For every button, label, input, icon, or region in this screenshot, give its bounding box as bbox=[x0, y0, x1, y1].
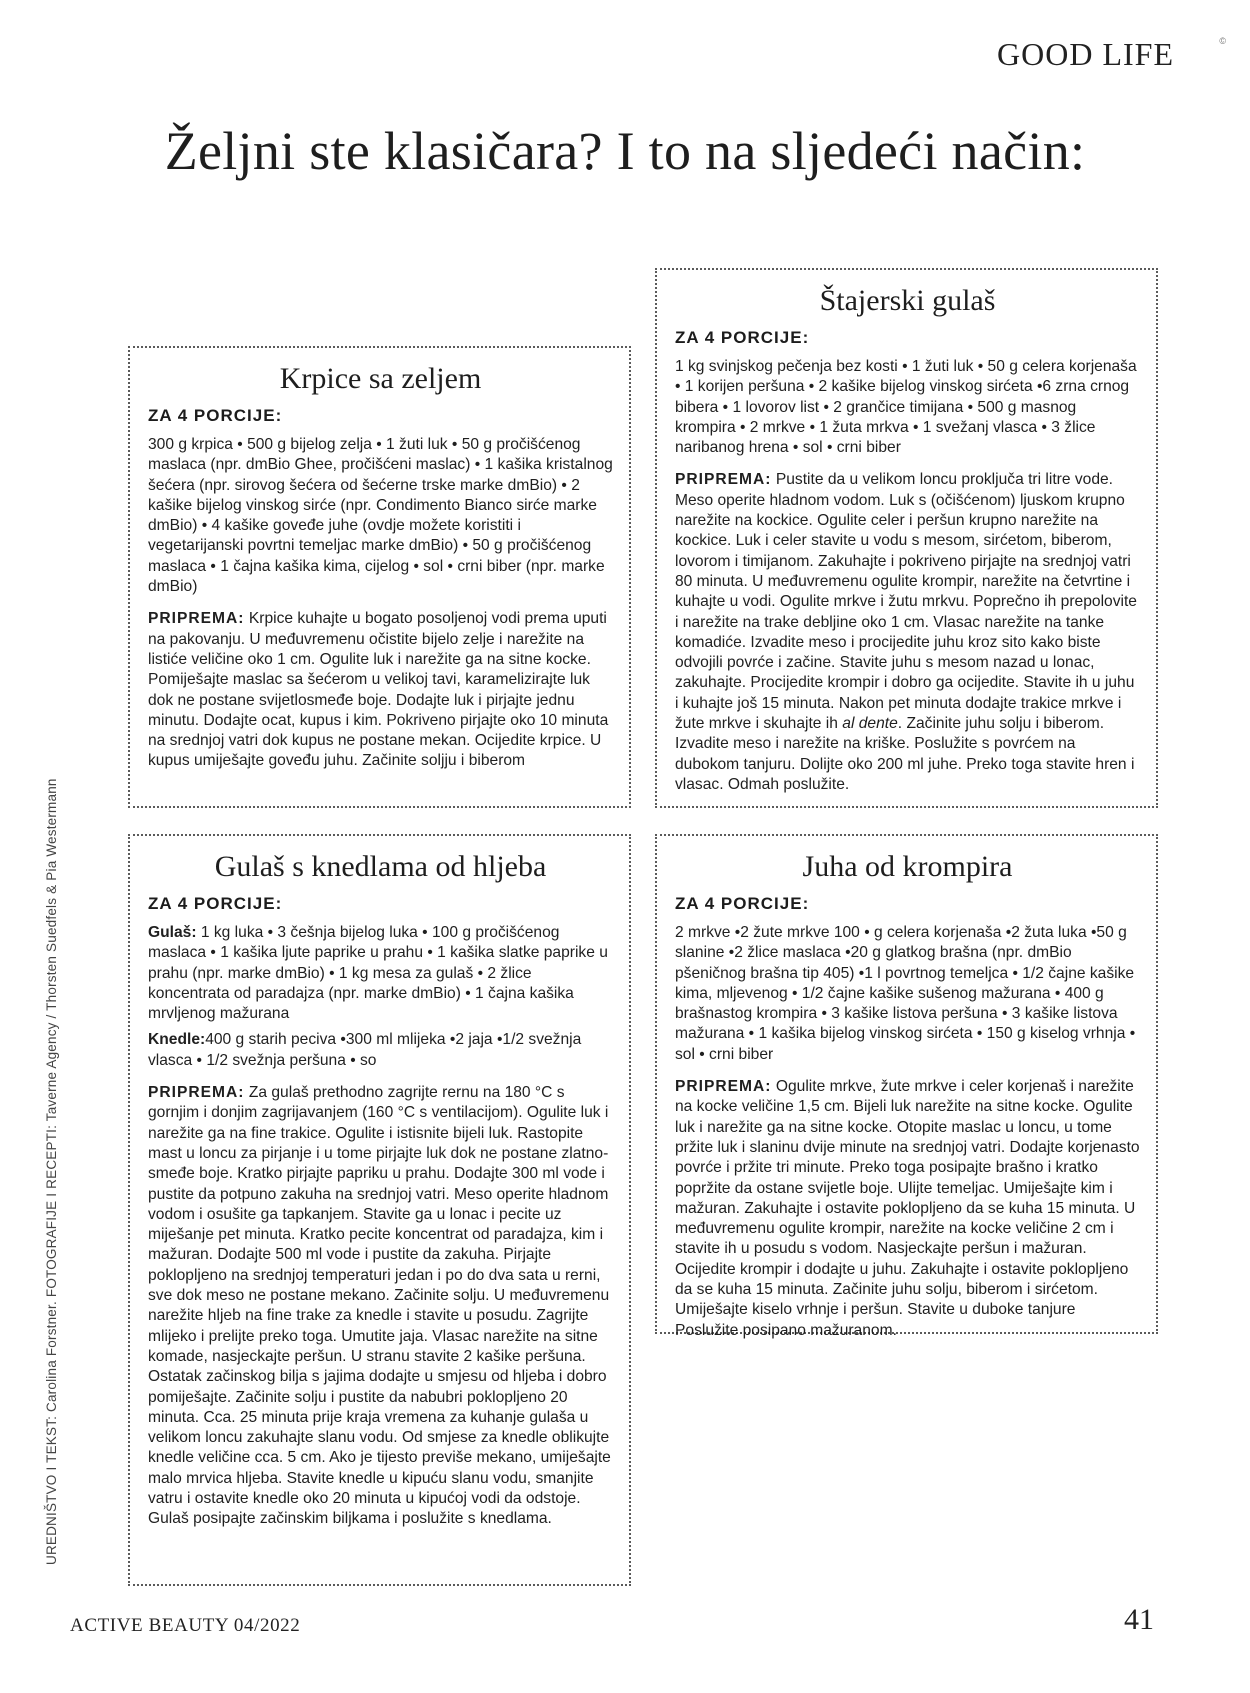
servings-label: ZA 4 PORCIJE: bbox=[148, 406, 283, 425]
recipe-juha-krompir bbox=[655, 834, 1158, 1339]
page-number: 41 bbox=[1124, 1603, 1154, 1636]
prep-label: PRIPREMA: bbox=[148, 610, 245, 628]
servings-label: ZA 4 PORCIJE: bbox=[675, 328, 810, 347]
prep-body: Za gulaš prethodno zagrijte rernu na 180 °C s gornjim i donjim zagrijavanjem (160 °C s ventilacijom). Ogulite luk i narežite ga na fine trakice. Ogulite i istisnite bijeli luk. Rastopite mast u loncu za pirjanje i u tome pirjajte luk dok ne postane zlatno-smeđe boje. Kratko pirjajte papriku u prahu. Dodajte 300 ml vode i pustite da potpuno zakuha na srednjoj vatri. Meso operite hladnom vodom i osušite ga tapkanjem. Stavite ga u lonac i pecite uz miješanje pet minuta. Kratko pecite koncentrat od paradajza, kim i mažuran. Dodajte 500 ml vode i pustite da zakuha. Pirjajte poklopljeno na srednjoj temperaturi jedan i po do dva sata u rerni, sve dok meso ne postane mekano. Začinite solju. U međuvremenu narežite hljeb na fine trake za knedle i stavite u posudu. Zagrijte mlijeko i prelijte preko toga. Umutite jaja. Vlasac narežite na sitne komade, nasjeckajte peršun. U stranu stavite 2 kašike peršuna. Ostatak začinskog bilja s jajima dodajte u smjesu od hljeba i dobro pomiješajte. Začinite solju i pustite da nabubri poklopljeno 20 minuta. Cca. 25 minuta prije kraja vremena za kuhanje gulaša u velikom loncu zakuhajte slanu vodu. Od smjese za knedle oblikujte knedle veličine cca. 5 cm. Ako je tijesto previše mekano, umiješajte malo mrvica hljeba. Stavite knedle u kipuću slanu vodu, smanjite vatru i ostavite knedle oko 20 minuta u kipućoj vodi da odstoje. Gulaš posipajte začinskim biljkama i poslužite s knedlama. bbox=[148, 1084, 611, 1528]
gulas-label: Gulaš: bbox=[148, 924, 197, 941]
section-title: GOOD LIFE bbox=[997, 36, 1174, 72]
knedle-label: Knedle: bbox=[148, 1031, 206, 1049]
servings-label: ZA 4 PORCIJE: bbox=[148, 894, 283, 913]
ingredients-text: 300 g krpica • 500 g bijelog zelja • 1 žuti luk • 50 g pročišćenog maslaca (npr. dmBio Ghee, pročišćeni maslac) • 1 kašika kristalnog šećera (npr. sirovog šećera od šećerne trske marke dmBio) • 2 kašike bijelog vinskog sirće (npr. Condimento Bianco sirće marke dmBio) • 4 kašike goveđe juhe (ovdje možete koristiti i vegetarijanski povrtni temeljac marke dmBio) • 50 g pročišćenog maslaca • 1 čajna kašika kima, cijelog • sol • crni biber (npr. marke dmBio) bbox=[148, 436, 613, 596]
recipe-title: Štajerski gulaš bbox=[819, 284, 996, 317]
page-headline: Željni ste klasičara? I to na sljedeći način: bbox=[164, 121, 1086, 181]
recipe-title: Krpice sa zeljem bbox=[279, 362, 482, 395]
recipe-stajerski-gulas bbox=[655, 268, 1158, 808]
preparation-text bbox=[148, 1083, 613, 1530]
prep-body: Krpice kuhajte u bogato posoljenoj vodi prema uputi na pakovanju. U međuvremenu očistite bijelo zelje i narežite na listiće veličine oko 1 cm. Ogulite luk i narežite ga na sitne kocke. Pomiješajte maslac sa šećerom u velikoj tavi, karamelizirajte luk dok ne postane svijetlosmeđe boje. Dodajte luk i pirjajte jednu minutu. Dodajte ocat, kupus i kim. Pokriveno pirjajte oko 10 minuta na srednjoj vatri dok kupus ne postane mekan. Ocijedite krpice. U kupus umiješajte goveđu juhu. Začinite soljju i biberom bbox=[148, 610, 609, 770]
corner-mark: © bbox=[1219, 36, 1226, 46]
prep-body-end: . Začinite juhu solju i biberom. Izvadite meso i narežite na kriške. Poslužite s povrćem na dubokom tanjuru. Dolijte oko 200 ml juhe. Preko toga stavite hren i vlasac. Odmah poslužite. bbox=[675, 715, 1135, 793]
recipe-title: Gulaš s knedlama od hljeba bbox=[214, 850, 547, 883]
gulas-ingredients-text: 1 kg luka • 3 češnja bijelog luka • 100 g pročišćenog maslaca • 1 kašika ljute paprike u prahu • 1 kašika slatke paprike u prahu (npr. marke dmBio) • 1 kg mesa za gulaš • 2 žlice koncentrata od paradajza (npr. marke dmBio) • 1 čajna kašika mrvljenog mažurana bbox=[148, 924, 608, 1023]
recipe-gulas-knedle bbox=[128, 834, 631, 1586]
knedle-ingredients-text: 400 g starih peciva •300 ml mlijeka •2 jaja •1/2 svežnja vlasca • 1/2 svežnja peršuna • so bbox=[148, 1031, 582, 1069]
photo-credits: UREDNIŠTVO I TEKST: Carolina Forstner. FOTOGRAFIJE I RECEPTI: Taverne Agency / Thorsten Suedfels & Pia Westermann bbox=[44, 778, 59, 1565]
servings-label: ZA 4 PORCIJE: bbox=[675, 894, 810, 913]
prep-body: Pustite da u velikom loncu proključa tri litre vode. Meso operite hladnom vodom. Luk s (očišćenom) ljuskom krupno narežite na kockice. Ogulite celer i peršun krupno narežite na kockice. Luk i celer stavite u vodu s mesom, sirćetom, biberom, lovorom i timijanom. Zakuhajte i pokriveno pirjajte na srednjoj vatri 80 minuta. U međuvremenu ogulite krompir, narežite na četvrtine i kuhajte u vodi. Ogulite mrkve i žutu mrkvu. Poprečno ih prepolovite i narežite na trake debljine oko 1 cm. Vlasac narežite na tanke komadiće. Izvadite meso i procijedite juhu kroz sito kako biste odvojili povrće i začine. Stavite juhu s mesom nazad u lonac, zakuhajte. Procijedite krompir i dobro ga ocijedite. Stavite ih u juhu i kuhajte još 15 minuta. Nakon pet minuta dodajte trakice mrkve i žute mrkve i skuhajte ih bbox=[675, 471, 1137, 733]
knedle-ingredients bbox=[148, 1030, 613, 1071]
prep-label: PRIPREMA: bbox=[675, 1078, 772, 1096]
preparation-text bbox=[675, 1077, 1140, 1341]
gulas-ingredients bbox=[148, 923, 613, 1024]
magazine-issue: ACTIVE BEAUTY 04/2022 bbox=[70, 1615, 301, 1636]
prep-body: Ogulite mrkve, žute mrkve i celer korjenaš i narežite na kocke veličine 1,5 cm. Bijeli luk narežite na sitne kocke. Ogulite luk i narežite ga na sitne kocke. Otopite maslac u loncu, u tome pržite luk i slaninu dvije minute na srednjoj vatri. Dodajte korjenasto povrće i pržite tri minute. Preko toga posipajte brašno i kratko popržite da ostane svijetle boje. Ulijte temeljac. Umiješajte kim i mažuran. Zakuhajte i ostavite poklopljeno da se kuha 15 minuta. U međuvremenu ogulite krompir, narežite na kocke veličine 2 cm i stavite ih u posudu s vodom. Nasjeckajte peršun i mažuran. Ocijedite krompir i dodajte u juhu. Zakuhajte i ostavite poklopljeno da se kuha 15 minuta. Začinite juhu solju, biberom i sirćetom. Umiješajte kiselo vrhnje i peršun. Stavite u duboke tanjure Poslužite posipano mažuranom. bbox=[675, 1078, 1140, 1339]
prep-italic: al dente bbox=[842, 715, 898, 733]
recipe-krpice bbox=[128, 346, 631, 808]
ingredients-text: 1 kg svinjskog pečenja bez kosti • 1 žuti luk • 50 g celera korjenaša • 1 korijen peršuna • 2 kašike bijelog vinskog sirćeta •6 zrna crnog bibera • 1 lovorov list • 2 grančice timijana • 500 g masnog krompira • 2 mrkve • 1 žuta mrkva • 1 svežanj vlasca • 3 žlice naribanog hrena • sol • crni biber bbox=[675, 358, 1137, 457]
prep-label: PRIPREMA: bbox=[148, 1084, 245, 1102]
recipe-title: Juha od krompira bbox=[802, 850, 1013, 883]
preparation-text bbox=[675, 470, 1140, 795]
preparation-text bbox=[148, 609, 613, 771]
ingredients-text: 2 mrkve •2 žute mrkve 100 • g celera korjenaša •2 žuta luka •50 g slanine •2 žlice maslaca •20 g glatkog brašna (npr. dmBio pšeničnog brašna tip 405) •1 l povrtnog temeljca • 1/2 čajne kašike kima, mljevenog • 1/2 čajne kašike sušenog mažurana • 400 g brašnastog krompira • 3 kašike listova peršuna • 3 kašike listova mažurana • 1 kašika bijelog vinskog sirćeta • 150 g kiselog vrhnja • sol • crni biber bbox=[675, 924, 1136, 1063]
prep-label: PRIPREMA: bbox=[675, 471, 772, 489]
